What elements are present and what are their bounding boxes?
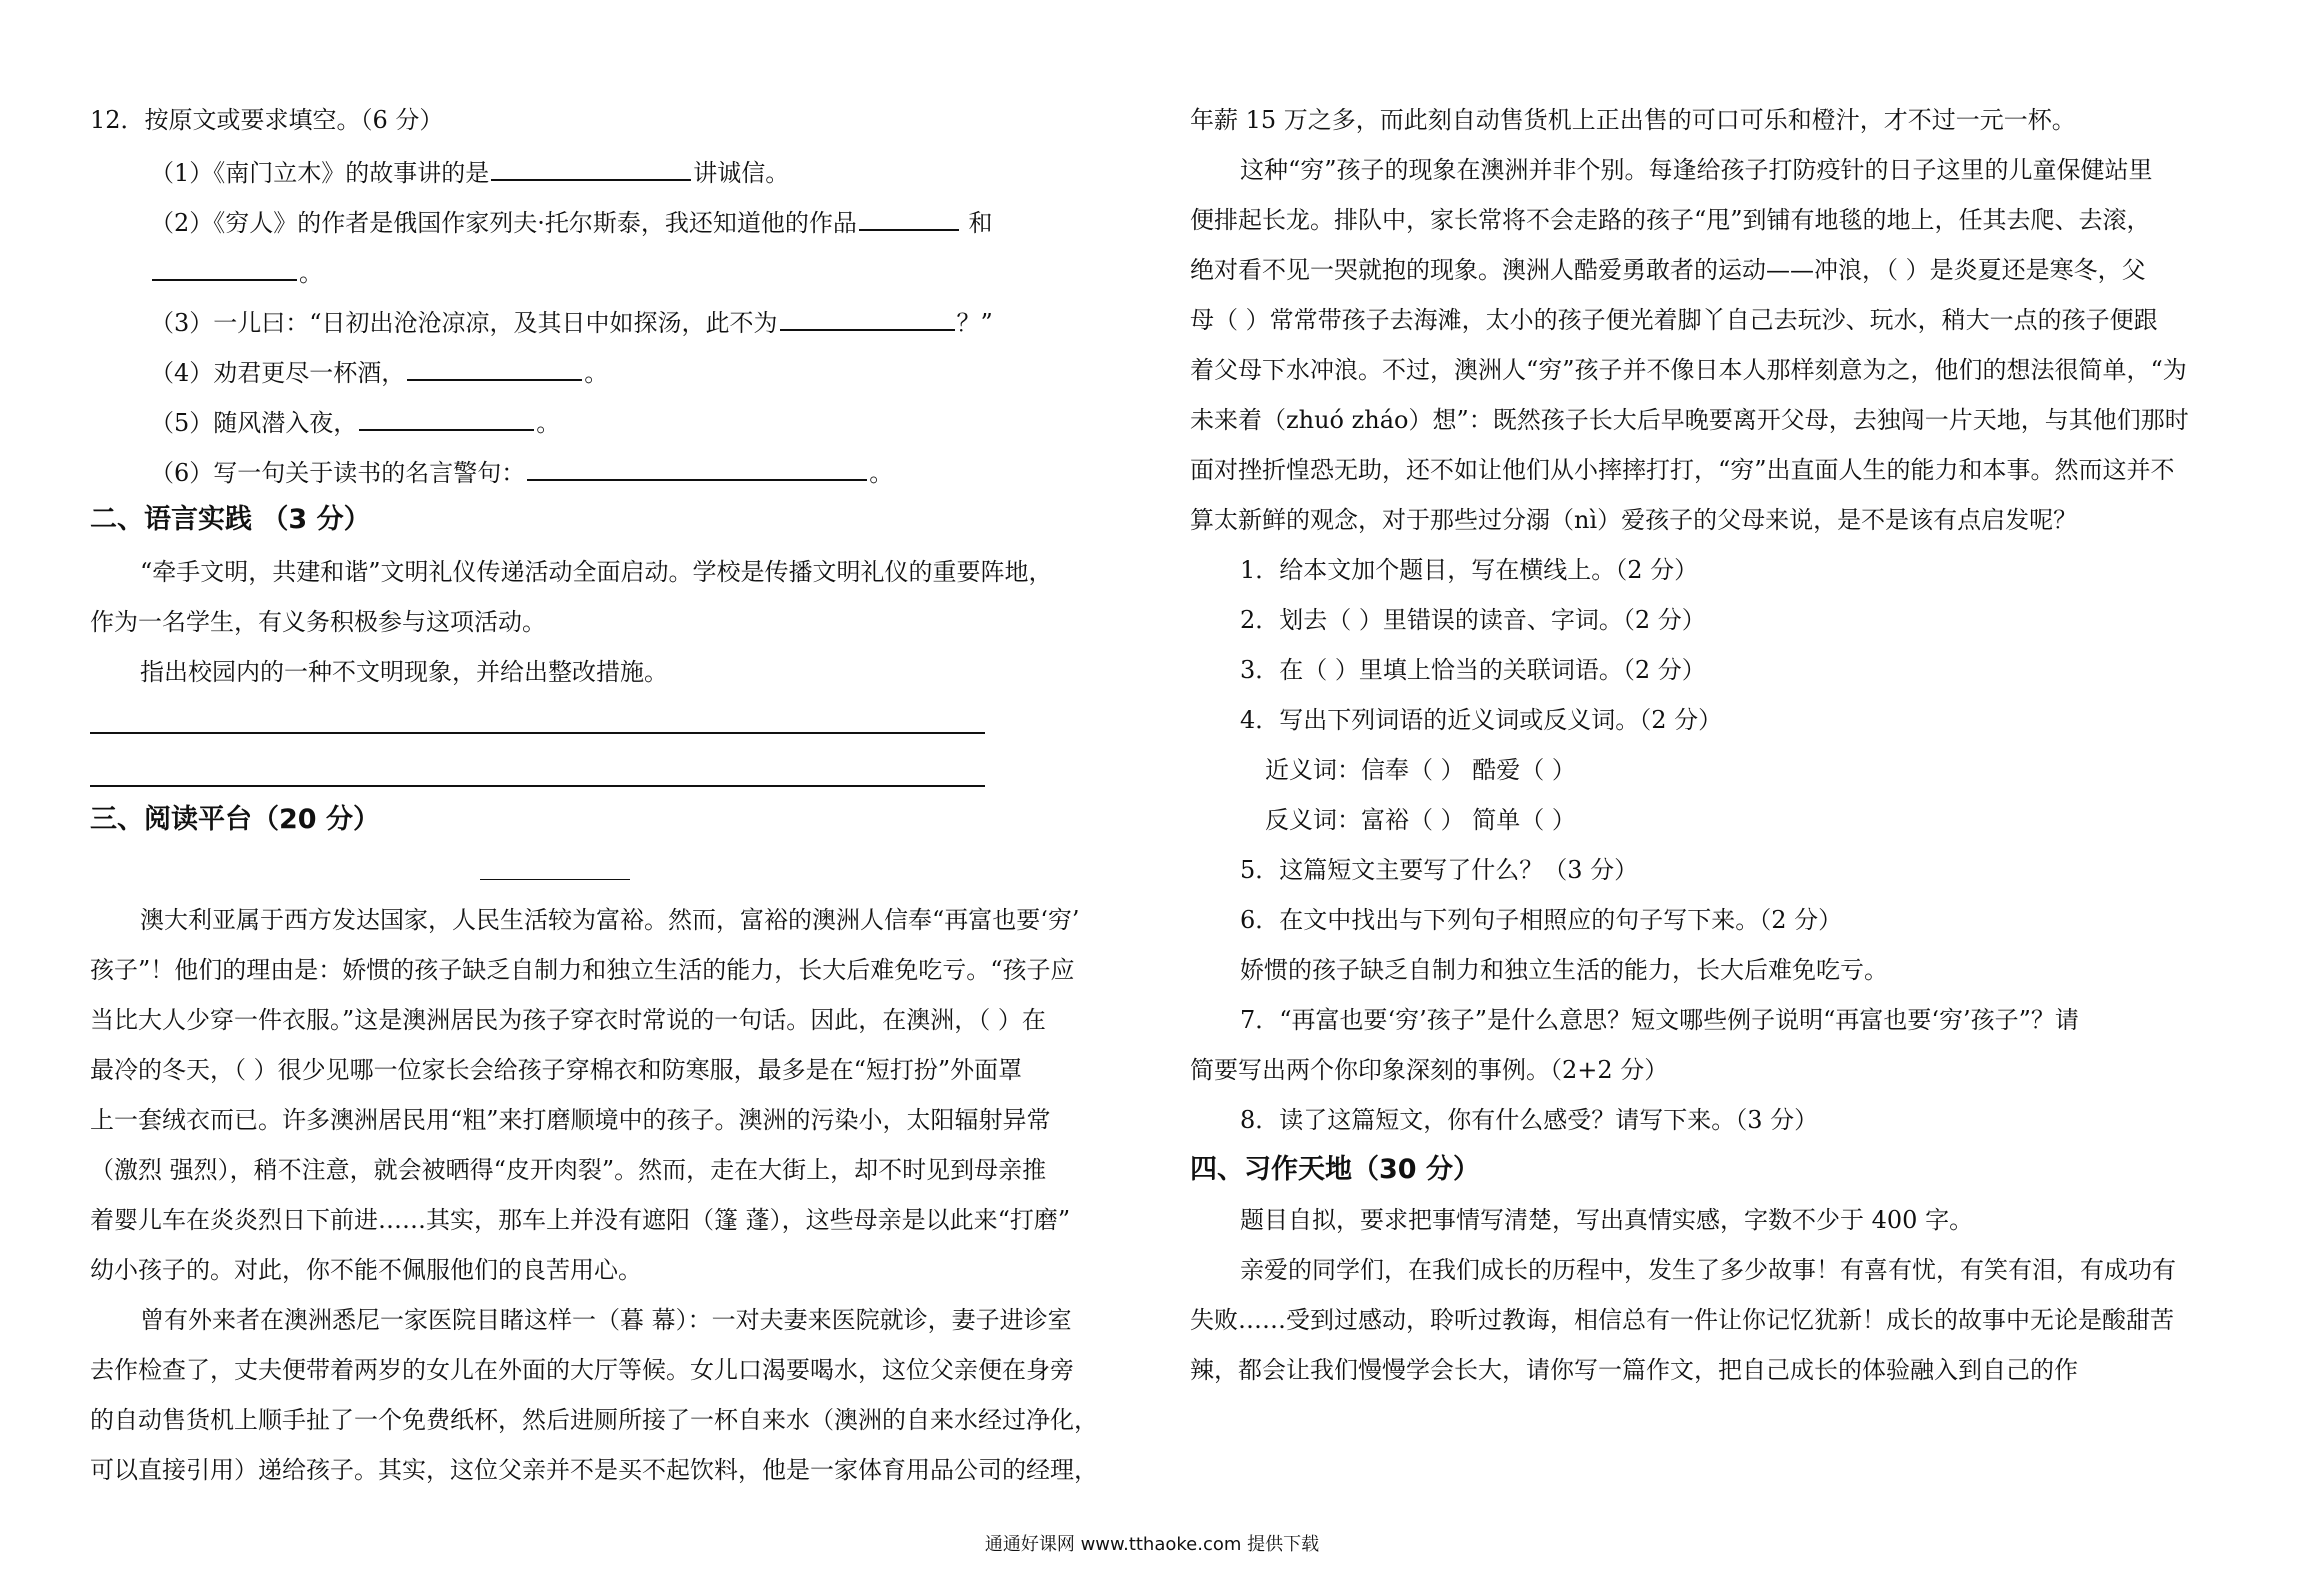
question-5: 5．这篇短文主要写了什么？（3 分） xyxy=(1240,856,1639,884)
answer-blank[interactable] xyxy=(152,255,297,281)
q12-item-2: （2）《穷人》的作者是俄国作家列夫·托尔斯泰，我还知道他的作品 和 xyxy=(150,205,993,238)
reading-line: 母（ ）常常带孩子去海滩，太小的孩子便光着脚丫自己去玩沙、玩水，稍大一点的孩子便跟 xyxy=(1190,306,2158,334)
question-4: 4．写出下列词语的近义词或反义词。（2 分） xyxy=(1240,706,1723,734)
q12-item-5: （5）随风潜入夜， 。 xyxy=(150,405,560,438)
question-6-sentence: 娇惯的孩子缺乏自制力和独立生活的能力，长大后难免吃亏。 xyxy=(1240,956,1888,984)
reading-line: 着父母下水冲浪。不过，澳洲人“穷”孩子并不像日本人那样刻意为之，他们的想法很简单，“为 xyxy=(1190,356,2187,384)
question-3: 3．在（ ）里填上恰当的关联词语。（2 分） xyxy=(1240,656,1706,684)
reading-line: 澳大利亚属于西方发达国家，人民生活较为富裕。然而，富裕的澳洲人信奉“再富也要‘穷’ xyxy=(140,906,1080,934)
section-2-heading: 二、语言实践 （3 分） xyxy=(90,504,371,535)
reading-line: 最冷的冬天，（ ）很少见哪一位家长会给孩子穿棉衣和防寒服，最多是在“短打扮”外面罩 xyxy=(90,1056,1023,1084)
question-7-cont: 简要写出两个你印象深刻的事例。（2+2 分） xyxy=(1190,1056,1669,1084)
reading-line: 年薪 15 万之多，而此刻自动售货机上正出售的可口可乐和橙汁，才不过一元一杯。 xyxy=(1190,106,2076,134)
reading-line: 上一套绒衣而已。许多澳洲居民用“粗”来打磨顺境中的孩子。澳洲的污染小，太阳辐射异常 xyxy=(90,1106,1051,1134)
reading-line: 孩子”！他们的理由是：娇惯的孩子缺乏自制力和独立生活的能力，长大后难免吃亏。“孩子应 xyxy=(90,956,1075,984)
writing-prompt: 亲爱的同学们，在我们成长的历程中，发生了多少故事！有喜有忧，有笑有泪，有成功有 xyxy=(1240,1256,2176,1284)
q12-item-2-cont: 。 xyxy=(150,255,323,288)
reading-line: 绝对看不见一哭就抱的现象。澳洲人酷爱勇敢者的运动——冲浪，（ ）是炎夏还是寒冬，父 xyxy=(1190,256,2146,284)
section-2-paragraph: “牵手文明，共建和谐”文明礼仪传递活动全面启动。学校是传播文明礼仪的重要阵地， xyxy=(140,558,1053,586)
q12-item-3: （3）一儿曰：“日初出沧沧凉凉，及其日中如探汤，此不为 ？” xyxy=(150,305,993,338)
section-2-paragraph: 作为一名学生，有义务积极参与这项活动。 xyxy=(90,608,546,636)
q12-item-4: （4）劝君更尽一杯酒， 。 xyxy=(150,355,608,388)
reading-line: 便排起长龙。排队中，家长常将不会走路的孩子“甩”到铺有地毯的地上，任其去爬、去滚， xyxy=(1190,206,2151,234)
answer-blank[interactable] xyxy=(527,455,867,481)
question-8: 8．读了这篇短文，你有什么感受？请写下来。（3 分） xyxy=(1240,1106,1819,1134)
question-2: 2．划去（ ）里错误的读音、字词。（2 分） xyxy=(1240,606,1706,634)
question-7: 7．“再富也要‘穷’孩子”是什么意思？短文哪些例子说明“再富也要‘穷’孩子”？请 xyxy=(1240,1006,2079,1034)
reading-line: 幼小孩子的。对此，你不能不佩服他们的良苦用心。 xyxy=(90,1256,642,1284)
writing-prompt: 失败……受到过感动，聆听过教诲，相信总有一件让你记忆犹新！成长的故事中无论是酸甜苦 xyxy=(1190,1306,2174,1334)
title-blank-line[interactable] xyxy=(480,879,630,880)
writing-instructions: 题目自拟，要求把事情写清楚，写出真情实感，字数不少于 400 字。 xyxy=(1240,1206,1974,1234)
reading-line: 面对挫折惶恐无助，还不如让他们从小摔摔打打，“穷”出直面人生的能力和本事。然而这并不 xyxy=(1190,456,2175,484)
reading-line: （激烈 强烈），稍不注意，就会被晒得“皮开肉裂”。然而，走在大街上，却不时见到母亲推 xyxy=(90,1156,1047,1184)
answer-line[interactable] xyxy=(90,732,985,734)
answer-line[interactable] xyxy=(90,785,985,787)
reading-line: 去作检查了，丈夫便带着两岁的女儿在外面的大厅等候。女儿口渴要喝水，这位父亲便在身旁 xyxy=(90,1356,1074,1384)
answer-blank[interactable] xyxy=(780,305,955,331)
section-3-heading: 三、阅读平台（20 分） xyxy=(90,804,380,835)
section-4-heading: 四、习作天地（30 分） xyxy=(1190,1154,1480,1185)
reading-line: 的自动售货机上顺手扯了一个免费纸杯，然后进厕所接了一杯自来水（澳洲的自来水经过净化， xyxy=(90,1406,1098,1434)
q12-item-6: （6）写一句关于读书的名言警句： 。 xyxy=(150,455,893,488)
reading-line: 未来着（zhuó zháo）想”：既然孩子长大后早晚要离开父母，去独闯一片天地，与其他们那时 xyxy=(1190,406,2189,434)
question-4-antonyms: 反义词：富裕（ ） 简单（ ） xyxy=(1265,806,1576,834)
question-6: 6．在文中找出与下列句子相照应的句子写下来。（2 分） xyxy=(1240,906,1843,934)
answer-blank[interactable] xyxy=(491,155,691,181)
answer-blank[interactable] xyxy=(359,405,534,431)
reading-line: 曾有外来者在澳洲悉尼一家医院目睹这样一（暮 幕）：一对夫妻来医院就诊，妻子进诊室 xyxy=(140,1306,1072,1334)
reading-line: 这种“穷”孩子的现象在澳洲并非个别。每逢给孩子打防疫针的日子这里的儿童保健站里 xyxy=(1240,156,2153,184)
reading-line: 算太新鲜的观念，对于那些过分溺（nì）爱孩子的父母来说，是不是该有点启发呢？ xyxy=(1190,506,2078,534)
section-2-prompt: 指出校园内的一种不文明现象，并给出整改措施。 xyxy=(140,658,668,686)
reading-line: 当比大人少穿一件衣服。”这是澳洲居民为孩子穿衣时常说的一句话。因此，在澳洲，（ ）在 xyxy=(90,1006,1046,1034)
reading-line: 可以直接引用）递给孩子。其实，这位父亲并不是买不起饮料，他是一家体育用品公司的经理， xyxy=(90,1456,1098,1484)
answer-blank[interactable] xyxy=(859,205,959,231)
writing-prompt: 辣，都会让我们慢慢学会长大，请你写一篇作文，把自己成长的体验融入到自己的作 xyxy=(1190,1356,2078,1384)
question-4-synonyms: 近义词：信奉（ ） 酷爱（ ） xyxy=(1265,756,1576,784)
reading-line: 着婴儿车在炎炎烈日下前进……其实，那车上并没有遮阳（篷 蓬），这些母亲是以此来“打磨” xyxy=(90,1206,1071,1234)
q12-item-1: （1）《南门立木》的故事讲的是 讲诚信。 xyxy=(150,155,789,188)
answer-blank[interactable] xyxy=(407,355,582,381)
question-1: 1．给本文加个题目，写在横线上。（2 分） xyxy=(1240,556,1699,584)
page-footer: 通通好课网 www.tthaoke.com 提供下载 xyxy=(984,1534,1320,1555)
q12-title: 12．按原文或要求填空。（6 分） xyxy=(90,106,444,134)
